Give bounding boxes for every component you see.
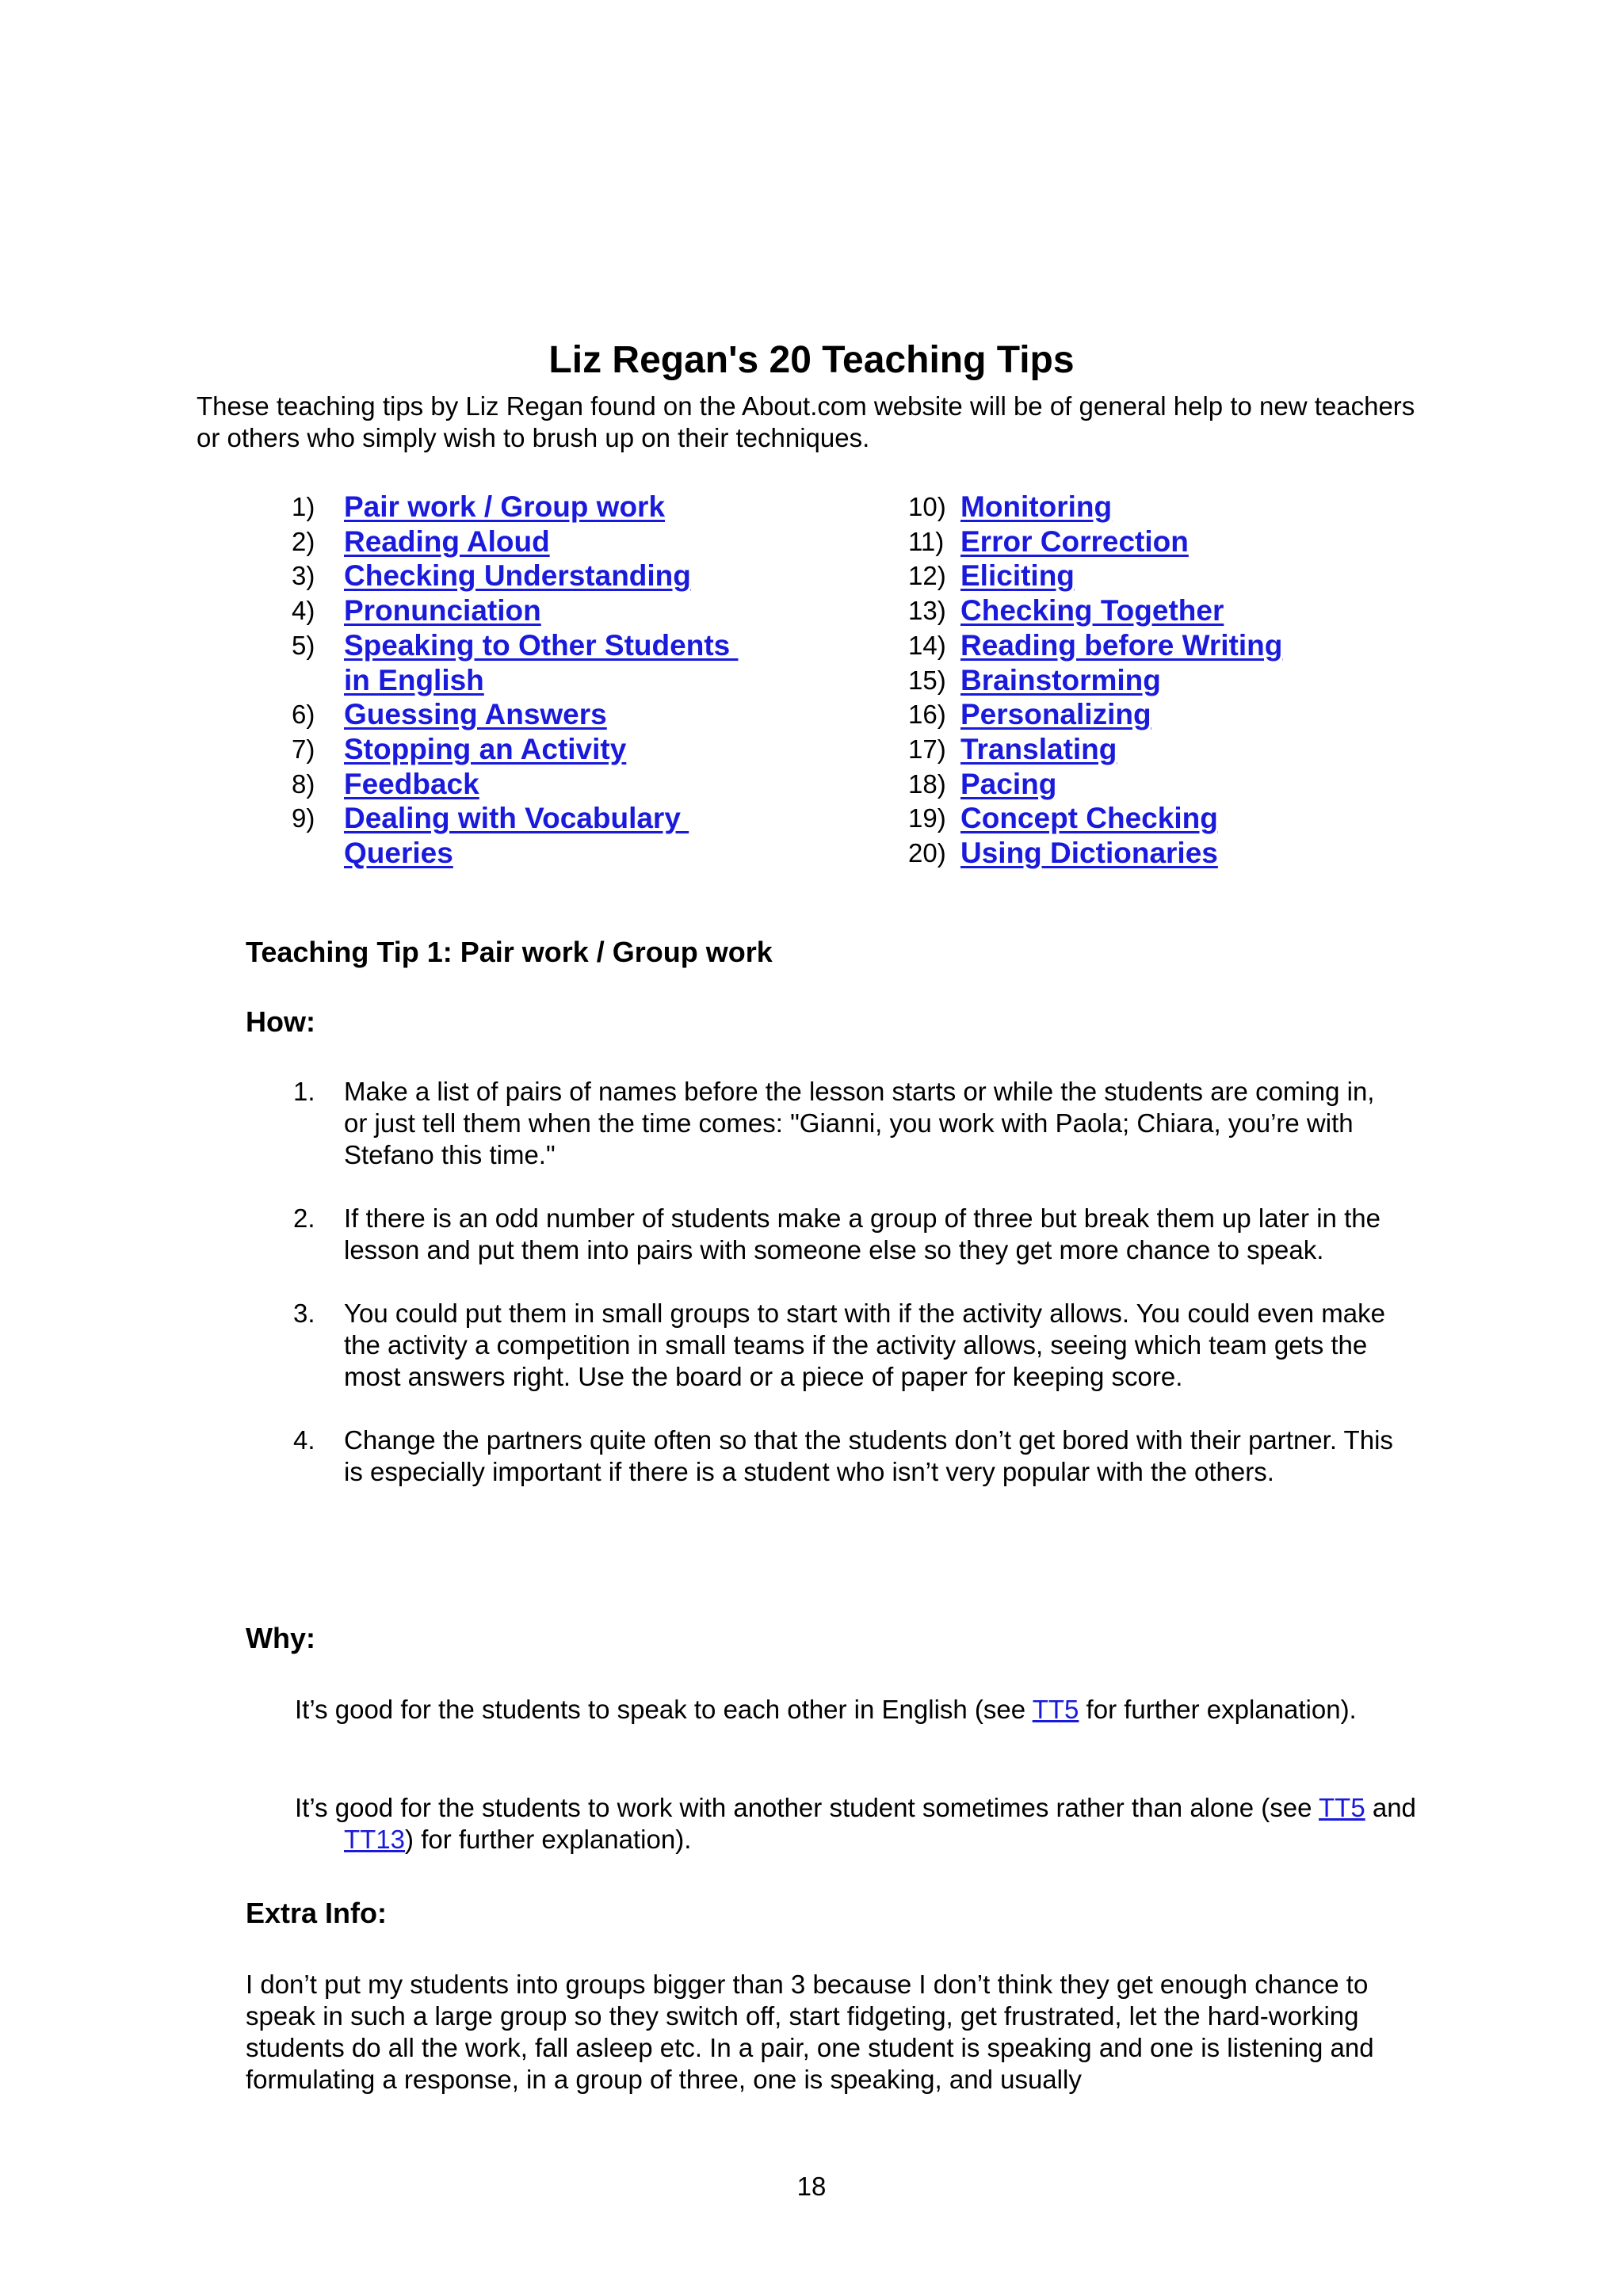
toc-item-link[interactable]: Using Dictionaries xyxy=(960,837,1218,870)
how-list-item xyxy=(293,1425,1403,1488)
toc-item-link[interactable]: Reading Aloud xyxy=(344,524,550,558)
why-paragraph-2 xyxy=(295,1792,1422,1855)
toc-item-link[interactable]: Checking Together xyxy=(960,594,1224,627)
extra-info-paragraph: I don’t put my students into groups bigger than 3 because I don’t think they get enough chance to speak in such a large group so they switch off, start fidgeting, get frustrated, let the hard-working students do all the work, fall asleep etc. In a pair, one student is speaking and one is listening and formulating a response, in a group of three, one is speaking, and usually xyxy=(246,1970,1374,2094)
how-item-number: 4. xyxy=(293,1425,315,1455)
how-item-text: Make a list of pairs of names before the lesson starts or while the students are coming in, or just tell them when the time comes: "Gianni, you work with Paola; Chiara, you’re with Stefano this time." xyxy=(344,1077,1375,1169)
toc-item-link[interactable]: Checking Understanding xyxy=(344,559,691,593)
why-2-text-before: It’s good for the students to work with another student sometimes rather than alone (see xyxy=(295,1793,1319,1822)
toc-item-number: 1) xyxy=(292,492,315,521)
toc-item xyxy=(292,697,783,732)
toc-item-link[interactable]: Monitoring xyxy=(960,490,1113,523)
page-number: 18 xyxy=(796,2172,827,2201)
tt5-link[interactable]: TT5 xyxy=(1319,1793,1365,1822)
toc-item-number: 15) xyxy=(908,665,946,695)
toc-item xyxy=(292,593,783,628)
toc-item xyxy=(908,767,1400,802)
how-item-number: 2. xyxy=(293,1203,315,1233)
how-list-item xyxy=(293,1203,1403,1266)
toc-item xyxy=(292,732,783,767)
toc-item-link[interactable]: Pacing xyxy=(960,767,1057,800)
extra-info-heading: Extra Info: xyxy=(246,1897,388,1929)
toc-item xyxy=(292,767,783,802)
toc-item-link[interactable]: Dealing with Vocabulary xyxy=(344,802,689,835)
why-heading: Why: xyxy=(246,1622,315,1654)
toc-item-link[interactable]: in English xyxy=(344,663,484,696)
toc-item-number: 12) xyxy=(908,561,946,591)
toc-item xyxy=(908,663,1400,698)
toc-item-link[interactable]: Queries xyxy=(344,837,453,870)
toc-item-link[interactable]: Concept Checking xyxy=(960,802,1218,835)
toc-item-link[interactable]: Pronunciation xyxy=(344,594,541,627)
how-item-number: 1. xyxy=(293,1077,315,1106)
how-list xyxy=(293,1076,1403,1520)
toc-right-column xyxy=(908,490,1400,871)
toc-item-link[interactable]: Speaking to Other Students xyxy=(344,628,739,662)
how-item-number: 3. xyxy=(293,1299,315,1328)
toc-item-number: 9) xyxy=(292,803,315,833)
toc-item-link[interactable]: Personalizing xyxy=(960,698,1151,731)
toc-item-number: 3) xyxy=(292,561,315,591)
toc-item-link[interactable]: Guessing Answers xyxy=(344,698,607,731)
toc-item xyxy=(908,593,1400,628)
toc-item xyxy=(292,490,783,524)
how-item-text: If there is an odd number of students make a group of three but break them up later in the lesson and put them into pairs with someone else so they get more chance to speak. xyxy=(344,1203,1381,1264)
toc-item-number: 18) xyxy=(908,769,946,799)
toc-item xyxy=(908,836,1400,871)
toc-item-number: 7) xyxy=(292,734,315,764)
toc-item-number: 10) xyxy=(908,492,946,521)
toc-item xyxy=(908,732,1400,767)
toc-item-number: 4) xyxy=(292,596,315,626)
toc-item-link[interactable]: Error Correction xyxy=(960,524,1189,558)
toc-item xyxy=(292,559,783,593)
toc-left-column xyxy=(292,490,783,871)
toc-item-number: 20) xyxy=(908,838,946,868)
toc-item xyxy=(292,801,783,836)
toc-item-number: 17) xyxy=(908,734,946,764)
toc-item xyxy=(908,559,1400,593)
how-list-item xyxy=(293,1298,1403,1393)
toc-item xyxy=(292,836,783,871)
why-1-text-after: for further explanation). xyxy=(1079,1695,1357,1724)
toc-item-number: 6) xyxy=(292,700,315,730)
toc-item-number xyxy=(292,836,344,871)
intro-paragraph: These teaching tips by Liz Regan found on the About.com website will be of general help to new teachers or others who simply wish to brush up on their techniques. xyxy=(197,391,1415,452)
tip1-heading: Teaching Tip 1: Pair work / Group work xyxy=(246,936,773,968)
document-title: Liz Regan's 20 Teaching Tips xyxy=(548,339,1075,381)
why-2-text-after: ) for further explanation). xyxy=(405,1825,692,1854)
toc-item-link[interactable]: Reading before Writing xyxy=(960,628,1283,662)
toc-item-number xyxy=(292,663,344,698)
toc-item-link[interactable]: Pair work / Group work xyxy=(344,490,666,523)
toc-item xyxy=(908,697,1400,732)
how-item-text: Change the partners quite often so that the students don’t get bored with their partner. This is especially important if there is a student who isn’t very popular with the others. xyxy=(344,1425,1393,1486)
tt5-link[interactable]: TT5 xyxy=(1032,1695,1079,1724)
toc-item-link[interactable]: Brainstorming xyxy=(960,663,1161,696)
toc-item-link[interactable]: Feedback xyxy=(344,767,479,800)
toc-item-link[interactable]: Translating xyxy=(960,732,1117,765)
toc-item xyxy=(908,524,1400,559)
toc-item-link[interactable]: Eliciting xyxy=(960,559,1075,593)
toc-item-number: 19) xyxy=(908,803,946,833)
toc-item-link[interactable]: Stopping an Activity xyxy=(344,732,627,765)
how-list-item xyxy=(293,1076,1403,1171)
toc-item xyxy=(292,524,783,559)
toc-item-number: 5) xyxy=(292,630,315,660)
toc-item xyxy=(908,628,1400,663)
why-1-text-before: It’s good for the students to speak to each other in English (see xyxy=(295,1695,1033,1724)
why-paragraph-1 xyxy=(295,1694,1422,1726)
toc-item xyxy=(292,628,783,663)
toc-item-number: 2) xyxy=(292,526,315,556)
toc-item-number: 13) xyxy=(908,596,946,626)
how-item-text: You could put them in small groups to start with if the activity allows. You could even make the activity a competition in small teams if the activity allows, seeing which team gets the most answers right. Use the board or a piece of paper for keeping score. xyxy=(344,1299,1385,1391)
tt13-link[interactable]: TT13 xyxy=(344,1825,406,1854)
why-2-text-mid: and xyxy=(1365,1793,1416,1822)
toc-item-number: 14) xyxy=(908,630,946,660)
toc-item-number: 8) xyxy=(292,769,315,799)
toc-item xyxy=(908,490,1400,524)
toc-item xyxy=(908,801,1400,836)
toc-item xyxy=(292,663,783,698)
toc-item-number: 16) xyxy=(908,700,946,730)
toc-item-number: 11) xyxy=(908,526,945,556)
how-heading: How: xyxy=(246,1005,315,1038)
